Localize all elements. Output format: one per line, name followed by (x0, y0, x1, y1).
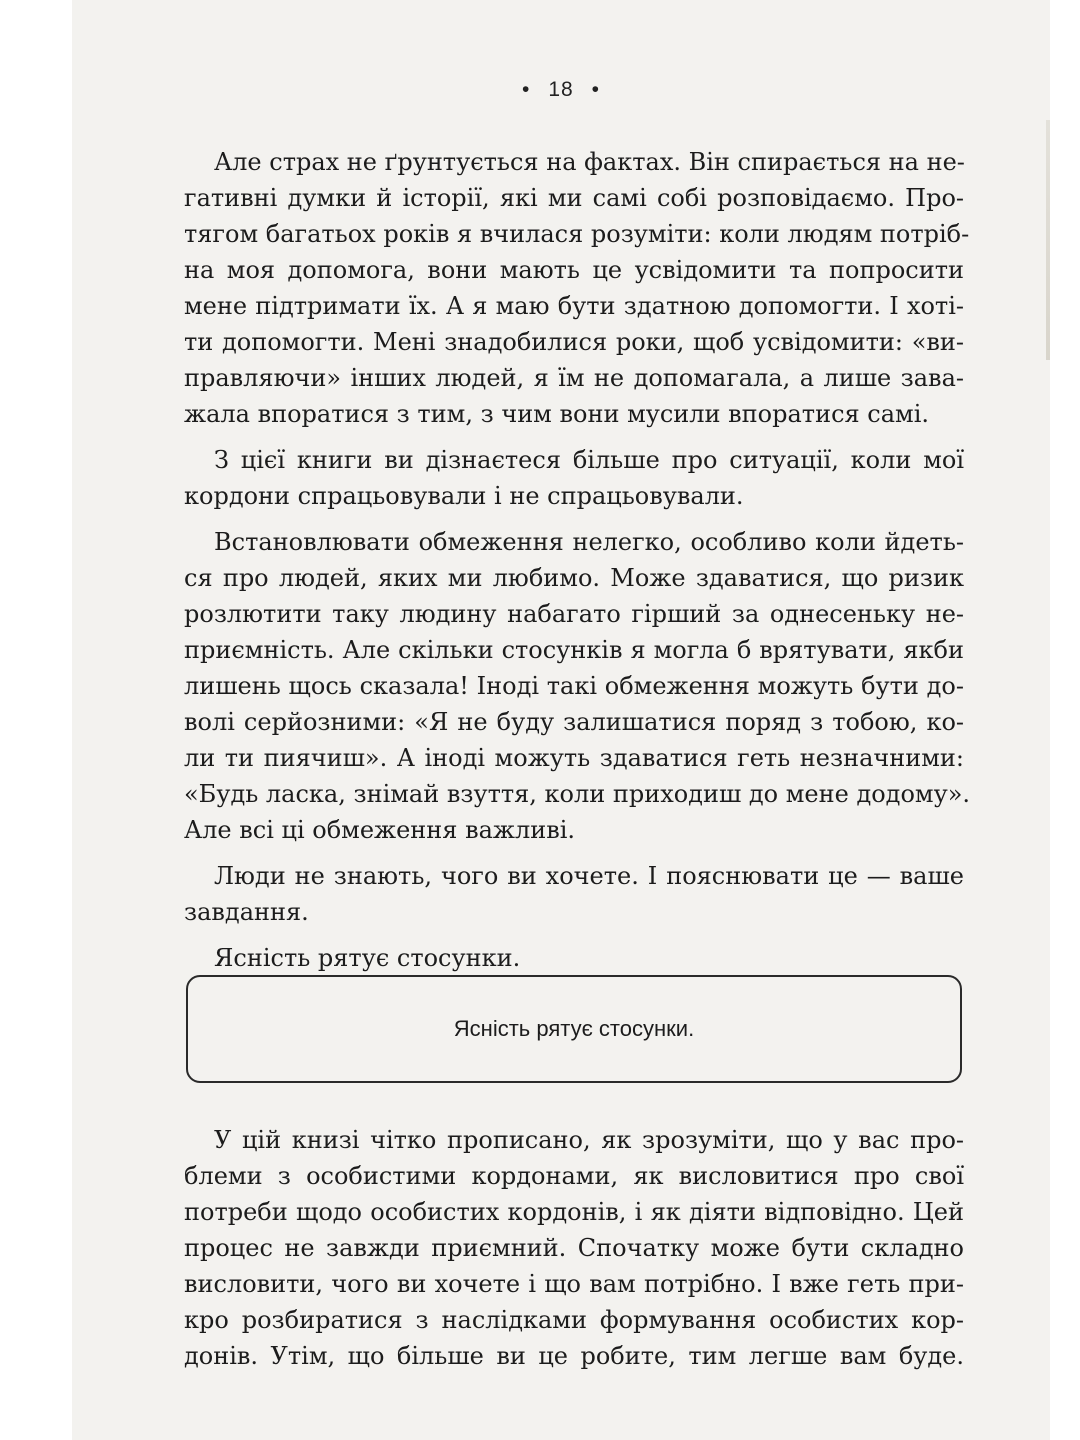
page-number-value: 18 (548, 78, 574, 101)
text-line: Встановлювати обмеження нелегко, особливо коли йдеть- (214, 528, 964, 556)
text-line: потреби щодо особистих кордонів, і як діяти відповідно. Цей (184, 1198, 964, 1226)
text-line: «Будь ласка, знімай взуття, коли приходиш до мене додому». (184, 780, 970, 808)
paragraph-gap (184, 930, 964, 940)
callout-text: Ясність рятує стосунки. (453, 1016, 695, 1041)
text-line: кро розбиратися з наслідками формування особистих кор- (184, 1306, 964, 1334)
page-number (72, 78, 1050, 102)
text-line: приємність. Але скільки стосунків я могла б врятувати, якби (184, 636, 964, 664)
text-line: Люди не знають, чого ви хочете. І пояснювати це — ваше (214, 862, 964, 890)
page-edge-shadow (1046, 120, 1050, 360)
body-text-bottom (184, 1122, 964, 1374)
text-line: процес не завжди приємний. Спочатку може бути складно (184, 1234, 964, 1262)
text-line: донів. Утім, що більше ви це робите, тим легше вам буде. (184, 1342, 964, 1370)
text-line: У цій книзі чітко прописано, як зрозуміти, що у вас про- (214, 1126, 964, 1154)
text-line: жала впоратися з тим, з чим вони мусили впоратися самі. (184, 400, 929, 428)
text-line: Але страх не ґрунтується на фактах. Він спирається на не- (214, 148, 965, 176)
text-line: правляючи» інших людей, я їм не допомагала, а лише зава- (184, 364, 964, 392)
text-line: ли ти пиячиш». А іноді можуть здаватися геть незначними: (184, 744, 964, 772)
paragraph-gap (184, 848, 964, 858)
text-line: лишень щось сказала! Іноді такі обмеження можуть бути до- (184, 672, 964, 700)
text-line: гативні думки й історії, які ми самі собі розповідаємо. Про- (184, 184, 964, 212)
text-line: кордони спрацьовували і не спрацьовували. (184, 482, 744, 510)
page-number-bullet-left: • (521, 78, 531, 101)
text-line: блеми з особистими кордонами, як висловитися про свої (184, 1162, 964, 1190)
body-text-top (184, 144, 970, 976)
text-line: ся про людей, яких ми любимо. Може здаватися, що ризик (184, 564, 964, 592)
text-line: ти допомогти. Мені знадобилися роки, щоб усвідомити: «ви- (184, 328, 964, 356)
text-line: мене підтримати їх. А я маю бути здатною допомогти. І хоті- (184, 292, 964, 320)
paragraph-gap (184, 514, 964, 524)
text-line: Ясність рятує стосунки. (214, 944, 521, 972)
text-line: завдання. (184, 898, 309, 926)
text-line: висловити, чого ви хочете і що вам потрібно. І вже геть при- (184, 1270, 964, 1298)
text-line: тягом багатьох років я вчилася розуміти: коли людям потріб- (184, 220, 970, 248)
text-line: на моя допомога, вони мають це усвідомити та попросити (184, 256, 964, 284)
book-page (72, 0, 1050, 1440)
callout-box (186, 975, 962, 1083)
text-line: Але всі ці обмеження важливі. (184, 816, 576, 844)
page-number-bullet-right: • (591, 78, 601, 101)
text-line: розлютити таку людину набагато гірший за однесеньку не- (184, 600, 964, 628)
paragraph-gap (184, 432, 964, 442)
text-line: волі серйозними: «Я не буду залишатися поряд з тобою, ко- (184, 708, 964, 736)
text-line: З цієї книги ви дізнаєтеся більше про ситуації, коли мої (214, 446, 964, 474)
